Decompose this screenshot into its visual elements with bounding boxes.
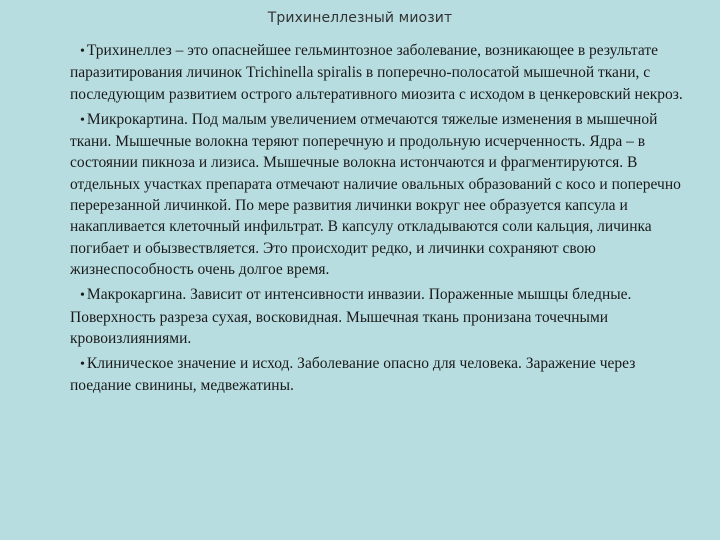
slide-title: Трихинеллезный миозит [267, 10, 453, 26]
bullet-marker-icon: • [80, 357, 85, 373]
bullet-item [70, 353, 690, 397]
bullet-text: Трихинеллез – это опаснейшее гельминтозное заболевание, возникающее в результате паразитирования личинок Trichinella spiralis в поперечно-полосатой мышечной ткани, с последующим развитием острого альтеративного миозита с исходом в ценкеровский некроз. [70, 42, 683, 103]
bullet-marker-icon: • [80, 112, 85, 128]
bullet-text: Клиническое значение и исход. Заболевание опасно для человека. Заражение через поедание свинины, медвежатины. [70, 355, 636, 395]
bullet-marker-icon: • [80, 288, 85, 304]
bullet-marker-icon: • [80, 44, 85, 59]
bullet-list [70, 40, 690, 401]
bullet-item [70, 40, 690, 105]
bullet-text: Микрокартина. Под малым увеличением отмечаются тяжелые изменения в мышечной ткани. Мышечные волокна теряют поперечную и продольную исчерченность. Ядра – в состоянии пикноза и лизиса. Мышечные волокна истончаются и фрагментируются. В отдельных участках препарата отмечают наличие овальных образований с косо и поперечно перерезанной личинкой. По мере развития личинки вокруг нее образуется капсула и накапливается клеточный инфильтрат. В капсулу откладываются соли кальция, личинка погибает и обызвествляется. Это происходит редко, и личинки сохраняют свою жизнеспособность очень долгое время. [70, 110, 681, 278]
bullet-item [70, 284, 690, 349]
bullet-text: Макрокаргина. Зависит от интенсивности инвазии. Пораженные мышцы бледные. Поверхность разреза сухая, восковидная. Мышечная ткань пронизана точечными кровоизлияниями. [70, 286, 632, 347]
bullet-item [70, 109, 690, 280]
